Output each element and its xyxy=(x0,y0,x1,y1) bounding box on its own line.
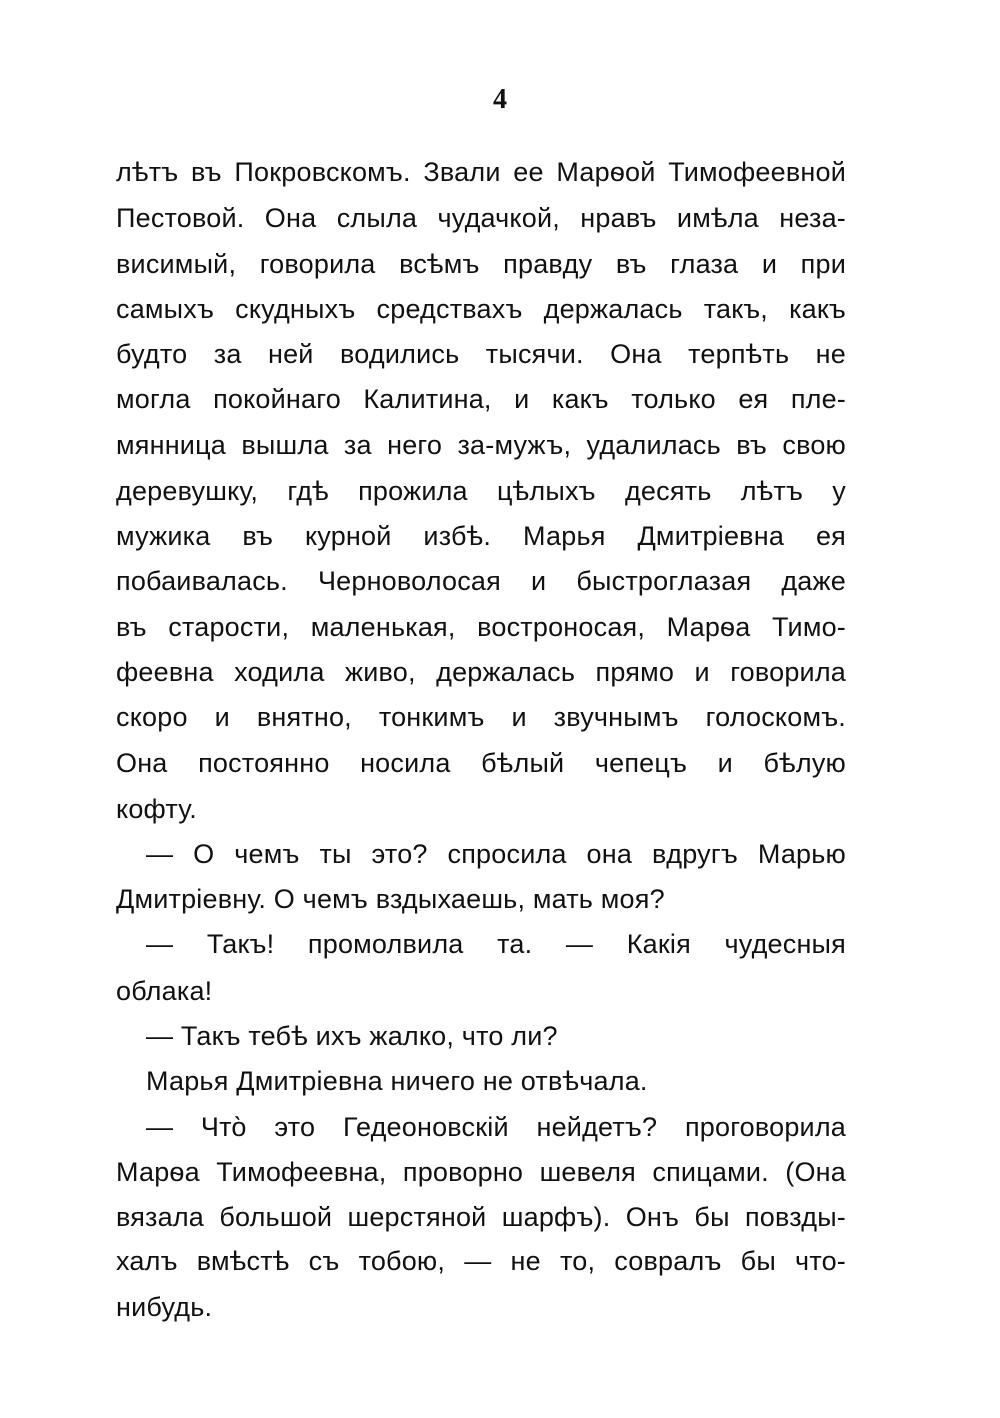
text-line: могла покойнаго Калитина, и какъ только ея пле- xyxy=(116,384,846,414)
dialogue-line: — О чемъ ты это? спросила она вдругъ Марью xyxy=(146,839,846,869)
dialogue-line: — Что̀ это Гедеоновскій нейдетъ? проговорила xyxy=(146,1112,846,1142)
text-line: феевна ходила живо, держалась прямо и говорила xyxy=(116,657,846,687)
text-line: будто за ней водились тысячи. Она терпѣть не xyxy=(116,339,846,369)
text-line: мянница вышла за него за-мужъ, удалилась въ свою xyxy=(116,430,846,460)
dialogue-line: — Такъ! промолвила та. — Какія чудесныя xyxy=(146,929,846,959)
text-line: мужика въ курной избѣ. Марья Дмитріевна ея xyxy=(116,521,846,551)
text-line: лѣтъ въ Покровскомъ. Звали ее Марѳой Тимофеевной xyxy=(116,157,846,187)
text-line: Марѳа Тимофеевна, проворно шевеля спицами. (Она xyxy=(116,1157,846,1187)
text-line: Пестовой. Она слыла чудачкой, нравъ имѣла неза- xyxy=(116,203,846,233)
text-line: облака! xyxy=(116,976,213,1006)
text-line: кофту. xyxy=(116,794,197,824)
text-line: Марья Дмитріевна ничего не отвѣчала. xyxy=(146,1066,648,1096)
dialogue-line: — Такъ тебѣ ихъ жалко, что ли? xyxy=(146,1021,558,1051)
text-line: вязала большой шерстяной шарфъ). Онъ бы повзды- xyxy=(116,1202,846,1232)
text-line: висимый, говорила всѣмъ правду въ глаза и при xyxy=(116,249,846,279)
text-line: самыхъ скудныхъ средствахъ держалась такъ, какъ xyxy=(116,294,846,324)
text-line: деревушку, гдѣ прожила цѣлыхъ десять лѣтъ у xyxy=(116,476,846,506)
text-line: Дмитріевну. О чемъ вздыхаешь, мать моя? xyxy=(116,884,665,914)
text-line: скоро и внятно, тонкимъ и звучнымъ голоскомъ. xyxy=(116,702,846,732)
text-line: Она постоянно носила бѣлый чепецъ и бѣлую xyxy=(116,748,846,778)
page-number: 4 xyxy=(493,84,507,115)
text-line: нибудь. xyxy=(116,1292,213,1322)
text-line: побаивалась. Черноволосая и быстроглазая даже xyxy=(116,566,846,596)
text-line: въ старости, маленькая, востроносая, Марѳа Тимо- xyxy=(116,612,846,642)
text-line: халъ вмѣстѣ съ тобою, — не то, совралъ бы что- xyxy=(116,1246,846,1276)
